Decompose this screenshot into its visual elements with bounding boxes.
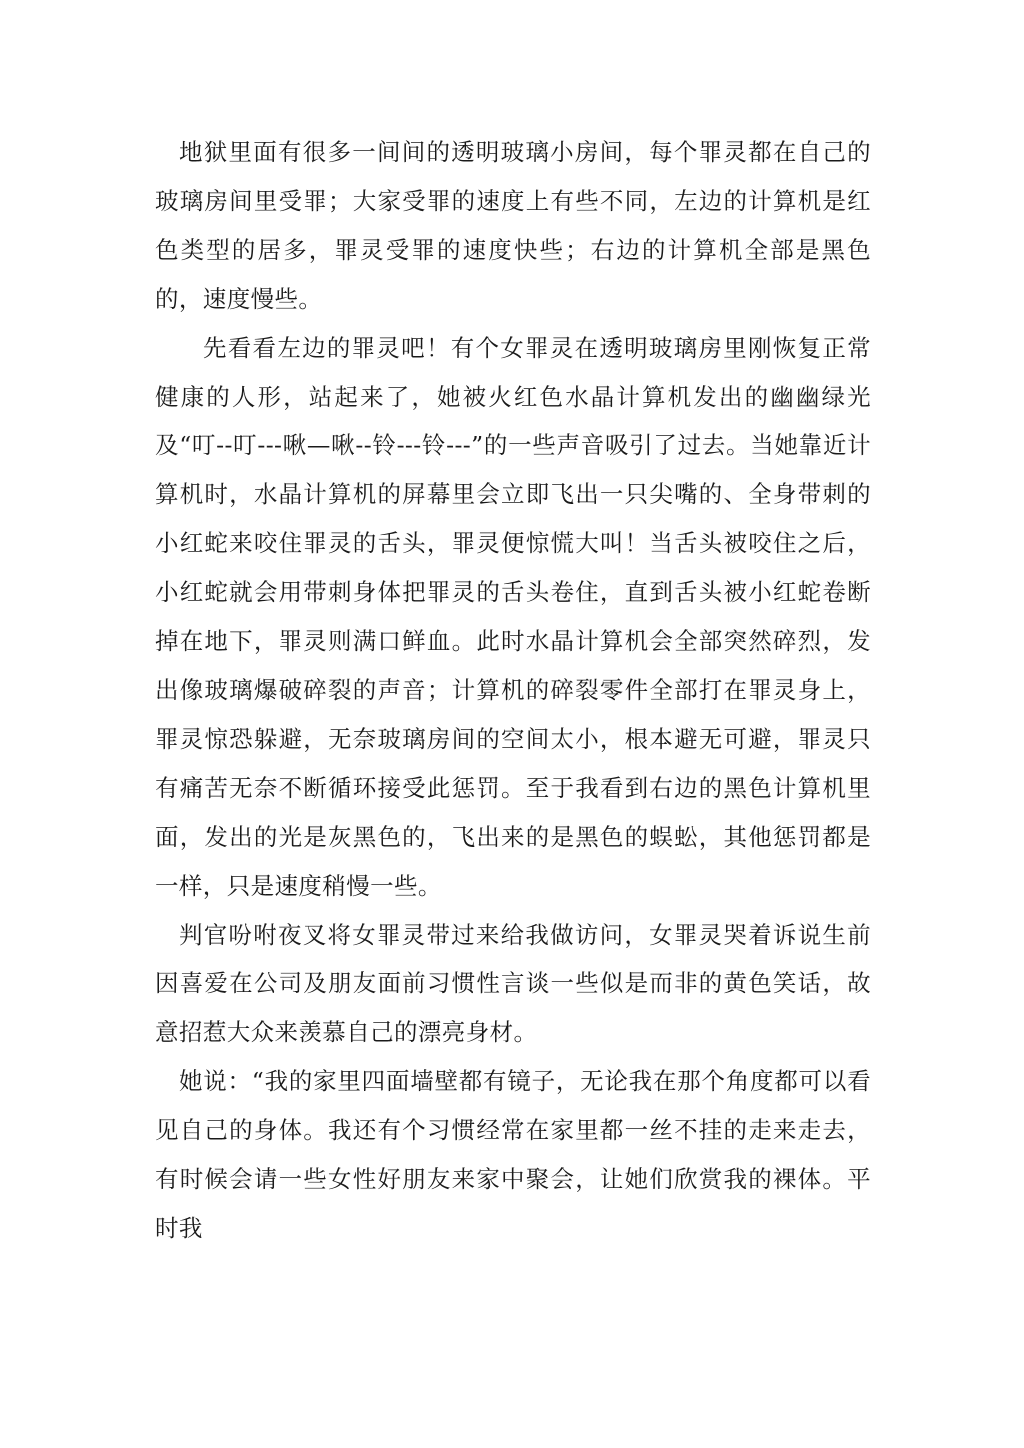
paragraph-4: 她说：“我的家里四面墙壁都有镜子，无论我在那个角度都可以看见自己的身体。我还有个习惯经常在家里都一丝不挂的走来走去，有时候会请一些女性好朋友来家中聚会，让她们欣赏我的裸体。平时我	[155, 1067, 871, 1242]
paragraph-2: 先看看左边的罪灵吧！有个女罪灵在透明玻璃房里刚恢复正常健康的人形，站起来了，她被火红色水晶计算机发出的幽幽绿光及“叮--叮---啾—啾--铃---铃---”的一些声音吸引了过去。当她靠近计算机时，水晶计算机的屏幕里会立即飞出一只尖嘴的、全身带刺的小红蛇来咬住罪灵的舌头，罪灵便惊慌大叫！当舌头被咬住之后，小红蛇就会用带刺身体把罪灵的舌头卷住，直到舌头被小红蛇卷断掉在地下，罪灵则满口鲜血。此时水晶计算机会全部突然碎烈，发出像玻璃爆破碎裂的声音；计算机的碎裂零件全部打在罪灵身上，罪灵惊恐躲避，无奈玻璃房间的空间太小，根本避无可避，罪灵只有痛苦无奈不断循环接受此惩罚。至于我看到右边的黑色计算机里面，发出的光是灰黑色的，飞出来的是黑色的蜈蚣，其他惩罚都是一样，只是速度稍慢一些。	[155, 333, 871, 900]
body-text	[155, 128, 871, 1253]
paragraph-3: 判官吩咐夜叉将女罪灵带过来给我做访问，女罪灵哭着诉说生前因喜爱在公司及朋友面前习惯性言谈一些似是而非的黄色笑话，故意招惹大众来羡慕自己的漂亮身材。	[155, 920, 871, 1047]
paragraph-1: 地狱里面有很多一间间的透明玻璃小房间，每个罪灵都在自己的玻璃房间里受罪；大家受罪的速度上有些不同，左边的计算机是红色类型的居多，罪灵受罪的速度快些；右边的计算机全部是黑色的，速度慢些。	[155, 138, 871, 313]
